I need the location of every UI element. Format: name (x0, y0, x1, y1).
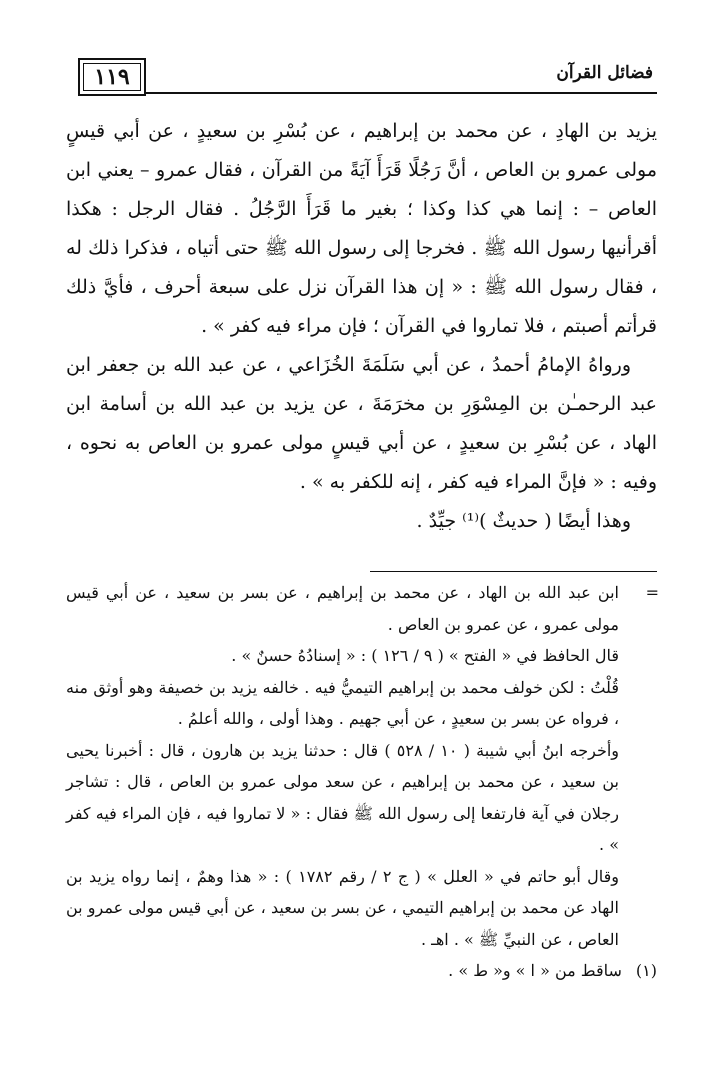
running-header-title: فضائل القرآن (556, 63, 653, 83)
main-paragraph-2: ورواهُ الإمامُ أحمدُ ، عن أبي سَلَمَةَ الخُزَاعي ، عن عبد الله بن جعفر ابن عبد الرحمـٰن بن المِسْوَرِ بن مخرَمَةَ ، عن يزيد بن عبد الله بن أسامة ابن الهاد ، عن بُسْرِ بن سعيدٍ ، عن أبي قيسٍ مولى عمرو بن العاص به نحوه ، وفيه : « فإنَّ المراء فيه كفر ، إنه للكفر به » . (66, 354, 657, 493)
page-number-box (78, 58, 146, 96)
footnote-1 (66, 955, 657, 987)
header-rule (146, 92, 657, 94)
footnote-line: قُلْتُ : لكن خولف محمد بن إبراهيم التيميُّ فيه . خالفه يزيد بن خصيفة وهو أوثق منه ، فرواه عن بسر بن سعيدٍ ، عن أبي جهيم . وهذا أولى ، والله أعلمُ . (66, 677, 619, 728)
main-paragraph-3: وهذا أيضًا ( حديثٌ )⁽¹⁾ جيِّدٌ . (416, 510, 631, 532)
footnote-separator (370, 571, 657, 572)
footnote-line: ابن عبد الله بن الهاد ، عن محمد بن إبراهيم ، عن بسر بن سعيد ، عن أبي قيس مولى عمرو ، عن عمرو بن العاص . (66, 583, 619, 634)
footnote-line: وأخرجه ابنُ أبي شيبة ( ١٠ / ٥٢٨ ) قال : حدثنا يزيد بن هارون ، قال : أخبرنا يحيى بن سعيد ، عن محمد بن إبراهيم ، عن سعد مولى عمرو بن العاص ، قال : تشاجر رجلان في آية فارتفعا إلى رسول الله ﷺ فقال : « لا تماروا فيه ، فإن المراء فيه كفر » . (66, 740, 620, 854)
main-text (66, 112, 657, 541)
page-number: ١١٩ (94, 64, 130, 90)
footnote-1-text: ساقط من « ا » و« ط » . (448, 961, 622, 980)
footnote-line: قال الحافظ في « الفتح » ( ٩ / ١٢٦ ) : « إسنادُهُ حسنٌ » . (231, 646, 619, 665)
footnotes (66, 577, 657, 987)
continuation-marker: = (645, 583, 659, 602)
footnote-continuation (66, 577, 657, 955)
main-paragraph-1: يزيد بن الهادِ ، عن محمد بن إبراهيم ، عن بُسْرِ بن سعيدٍ ، عن أبي قيسٍ مولى عمرو بن العاص ، أنَّ رَجُلًا قَرَأَ آيَةً من القرآن ، فقال عمرو – يعني ابن العاص – : إنما هي كذا وكذا ؛ بغير ما قَرَأَ الرَّجُلُ . فقال الرجل : هكذا أقرأنيها رسول الله ﷺ . فخرجا إلى رسول الله ﷺ حتى أتياه ، فذكرا ذلك له ، فقال رسول الله ﷺ : « إن هذا القرآن نزل على سبعة أحرف ، فأيَّ ذلك قرأتم أصبتم ، فلا تماروا في القرآن ؛ فإن مراء فيه كفر » . (66, 120, 657, 337)
footnote-line: وقال أبو حاتم في « العلل » ( ج ٢ / رقم ١٧٨٢ ) : « هذا وهمٌ ، إنما رواه يزيد بن الهاد عن محمد بن إبراهيم التيمي ، عن بسر بن سعيد ، عن أبي قيس مولى عمرو بن العاص ، عن النبيِّ ﷺ » . اهـ . (66, 866, 620, 949)
footnote-1-number: (١) (635, 961, 657, 980)
